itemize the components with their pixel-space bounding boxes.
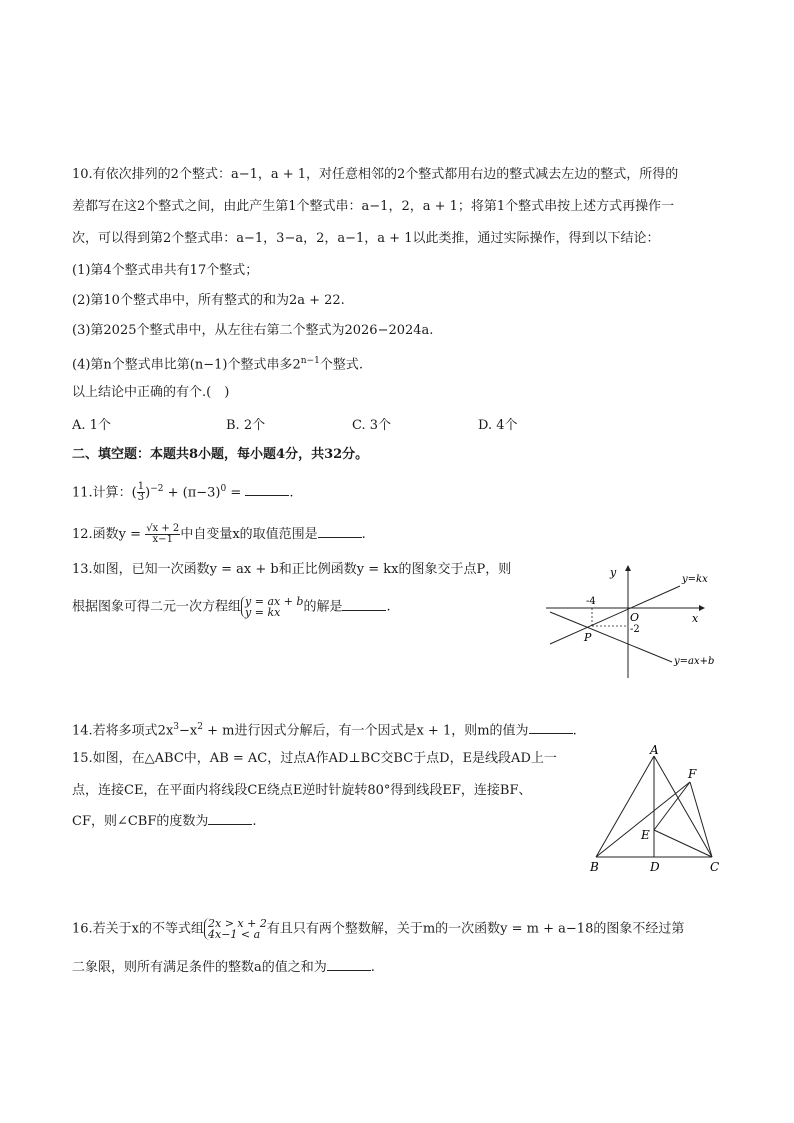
tick-y-neg2: -2 xyxy=(630,624,640,635)
q12-pre: 12.函数y = xyxy=(72,527,146,542)
q14-exp1: 3 xyxy=(173,722,180,732)
q15-answer-blank xyxy=(208,812,252,825)
q11-eq: = xyxy=(226,485,246,501)
q13-pre: 根据图象可得二元一次方程组 xyxy=(72,599,242,615)
q12-end: . xyxy=(361,527,366,542)
q10-statement-2: (2)第10个整式串中，所有整式的和为2a + 22. xyxy=(72,293,345,308)
q13-post: 的解是 xyxy=(303,599,343,615)
q13-end: . xyxy=(386,599,391,615)
q15-line-2: 点，连接CE，在平面内将线段CE绕点E逆时针旋转80°得到线段EF，连接BF、 xyxy=(72,783,532,798)
label-origin: O xyxy=(630,611,640,624)
label-c: C xyxy=(710,860,720,874)
q16-line-1 xyxy=(72,918,684,940)
q11-end: . xyxy=(289,485,294,501)
q11-post: + (π−3) xyxy=(163,485,221,501)
q10-line-2: 差都写在这2个整式之间，由此产生第1个整式串：a−1，2，a + 1；将第1个整式串按上述方式再操作一 xyxy=(72,199,675,214)
label-p: P xyxy=(584,631,592,644)
q11-frac-num: 1 xyxy=(137,481,145,493)
q16-line-2 xyxy=(72,958,375,977)
q10-line-1: 10.有依次排列的2个整式：a−1，a + 1，对任意相邻的2个整式都用右边的整式减去左边的整式，所得的 xyxy=(72,167,679,182)
q16-post: 有且只有两个整数解，关于m的一次函数y = m + a−18的图象不经过第 xyxy=(266,921,685,937)
label-f: F xyxy=(688,767,697,781)
section-2-header: 二、填空题：本题共8小题，每小题4分，共32分。 xyxy=(72,447,369,462)
q16-line2-text: 二象限，则所有满足条件的整数a的值之和为 xyxy=(72,960,327,975)
q12-answer-blank xyxy=(318,525,362,538)
q14-exp2: 2 xyxy=(197,722,203,732)
q16-answer-blank xyxy=(327,958,371,971)
q12 xyxy=(72,524,366,545)
q12-post: 中自变量x的取值范围是 xyxy=(180,527,318,542)
label-b: B xyxy=(590,860,599,874)
segment-cf xyxy=(690,782,712,857)
line-kx xyxy=(550,586,680,644)
label-y: y xyxy=(610,566,617,579)
q11-exp1: −2 xyxy=(150,484,164,494)
q10-prompt: 以上结论中正确的有个.( ) xyxy=(72,385,230,400)
q16-ineq-1: 2x > x + 2 xyxy=(208,917,267,930)
q12-frac-den: x−1 xyxy=(152,534,173,545)
q10-line-3: 次，可以得到第2个整式串：a−1，3−a，2，a−1，a + 1以此类推，通过实际操作，得到以下结论： xyxy=(72,231,660,246)
tick-x-neg4: -4 xyxy=(586,596,596,607)
q10-s4-exponent: n−1 xyxy=(300,356,320,366)
label-e: E xyxy=(641,828,650,842)
choice-b: B. 2个 xyxy=(226,418,266,433)
q13-system xyxy=(241,596,303,618)
q14 xyxy=(72,718,577,740)
label-a: A xyxy=(650,744,659,757)
q13-line-2 xyxy=(72,596,391,618)
segment-ce xyxy=(654,830,712,857)
q10-statement-1: (1)第4个整式串共有17个整式； xyxy=(72,263,259,278)
q10-s4-text: (4)第n个整式串比第(n−1)个整式串多2 xyxy=(72,357,301,373)
q13-answer-blank xyxy=(342,598,386,611)
q13-graph xyxy=(540,560,730,685)
segment-ac xyxy=(654,756,712,857)
q13-eq-2: y = kx xyxy=(245,606,281,619)
q15-end: . xyxy=(252,814,257,829)
q10-s4-tail: 个整式. xyxy=(319,357,363,373)
q16-end: . xyxy=(370,960,375,975)
choice-a: A. 1个 xyxy=(72,418,111,433)
q12-fraction xyxy=(145,524,180,545)
q15-triangle-figure xyxy=(580,744,730,876)
q15-line3-text: CF，则∠CBF的度数为 xyxy=(72,814,209,829)
q14-answer-blank xyxy=(529,721,573,734)
q11-mid: ) xyxy=(145,485,151,501)
choice-c: C. 3个 xyxy=(352,418,392,433)
q15-line-1: 15.如图，在△ABC中，AB = AC，过点A作AD⊥BC交BC于点D，E是线段AD上一 xyxy=(72,751,557,766)
q11-exp2: 0 xyxy=(220,484,227,494)
q16-ineq-2: 4x−1 < a xyxy=(208,928,261,941)
q11-fraction xyxy=(137,482,145,503)
q14-post: + m进行因式分解后，有一个因式是x + 1，则m的值为 xyxy=(202,723,529,739)
label-kx: y=kx xyxy=(682,574,708,585)
q11 xyxy=(72,480,294,503)
q13-eq-1: y = ax + b xyxy=(245,595,304,608)
q14-mid: −x xyxy=(179,723,198,739)
line-ax-b xyxy=(550,612,672,662)
q11-answer-blank xyxy=(245,483,289,496)
choice-d: D. 4个 xyxy=(478,418,518,433)
q16-pre: 16.若关于x的不等式组 xyxy=(72,921,205,937)
segment-bf xyxy=(596,782,690,857)
q14-pre: 14.若将多项式2x xyxy=(72,723,174,739)
label-x: x xyxy=(692,612,699,625)
label-ax-b: y=ax+b xyxy=(674,656,715,667)
q10-statement-4 xyxy=(72,352,363,374)
q15-line-3 xyxy=(72,812,257,831)
q16-system xyxy=(204,918,267,940)
q11-pre: 11.计算：( xyxy=(72,485,137,501)
q14-end: . xyxy=(572,723,577,739)
q11-frac-den: 3 xyxy=(137,492,145,504)
q10-statement-3: (3)第2025个整式串中，从左往右第二个整式为2026−2024a. xyxy=(72,323,434,338)
label-d: D xyxy=(650,860,660,874)
q13-line-1: 13.如图，已知一次函数y = ax + b和正比例函数y = kx的图象交于点P，则 xyxy=(72,562,512,577)
q12-frac-num: √x + 2 xyxy=(146,523,180,534)
